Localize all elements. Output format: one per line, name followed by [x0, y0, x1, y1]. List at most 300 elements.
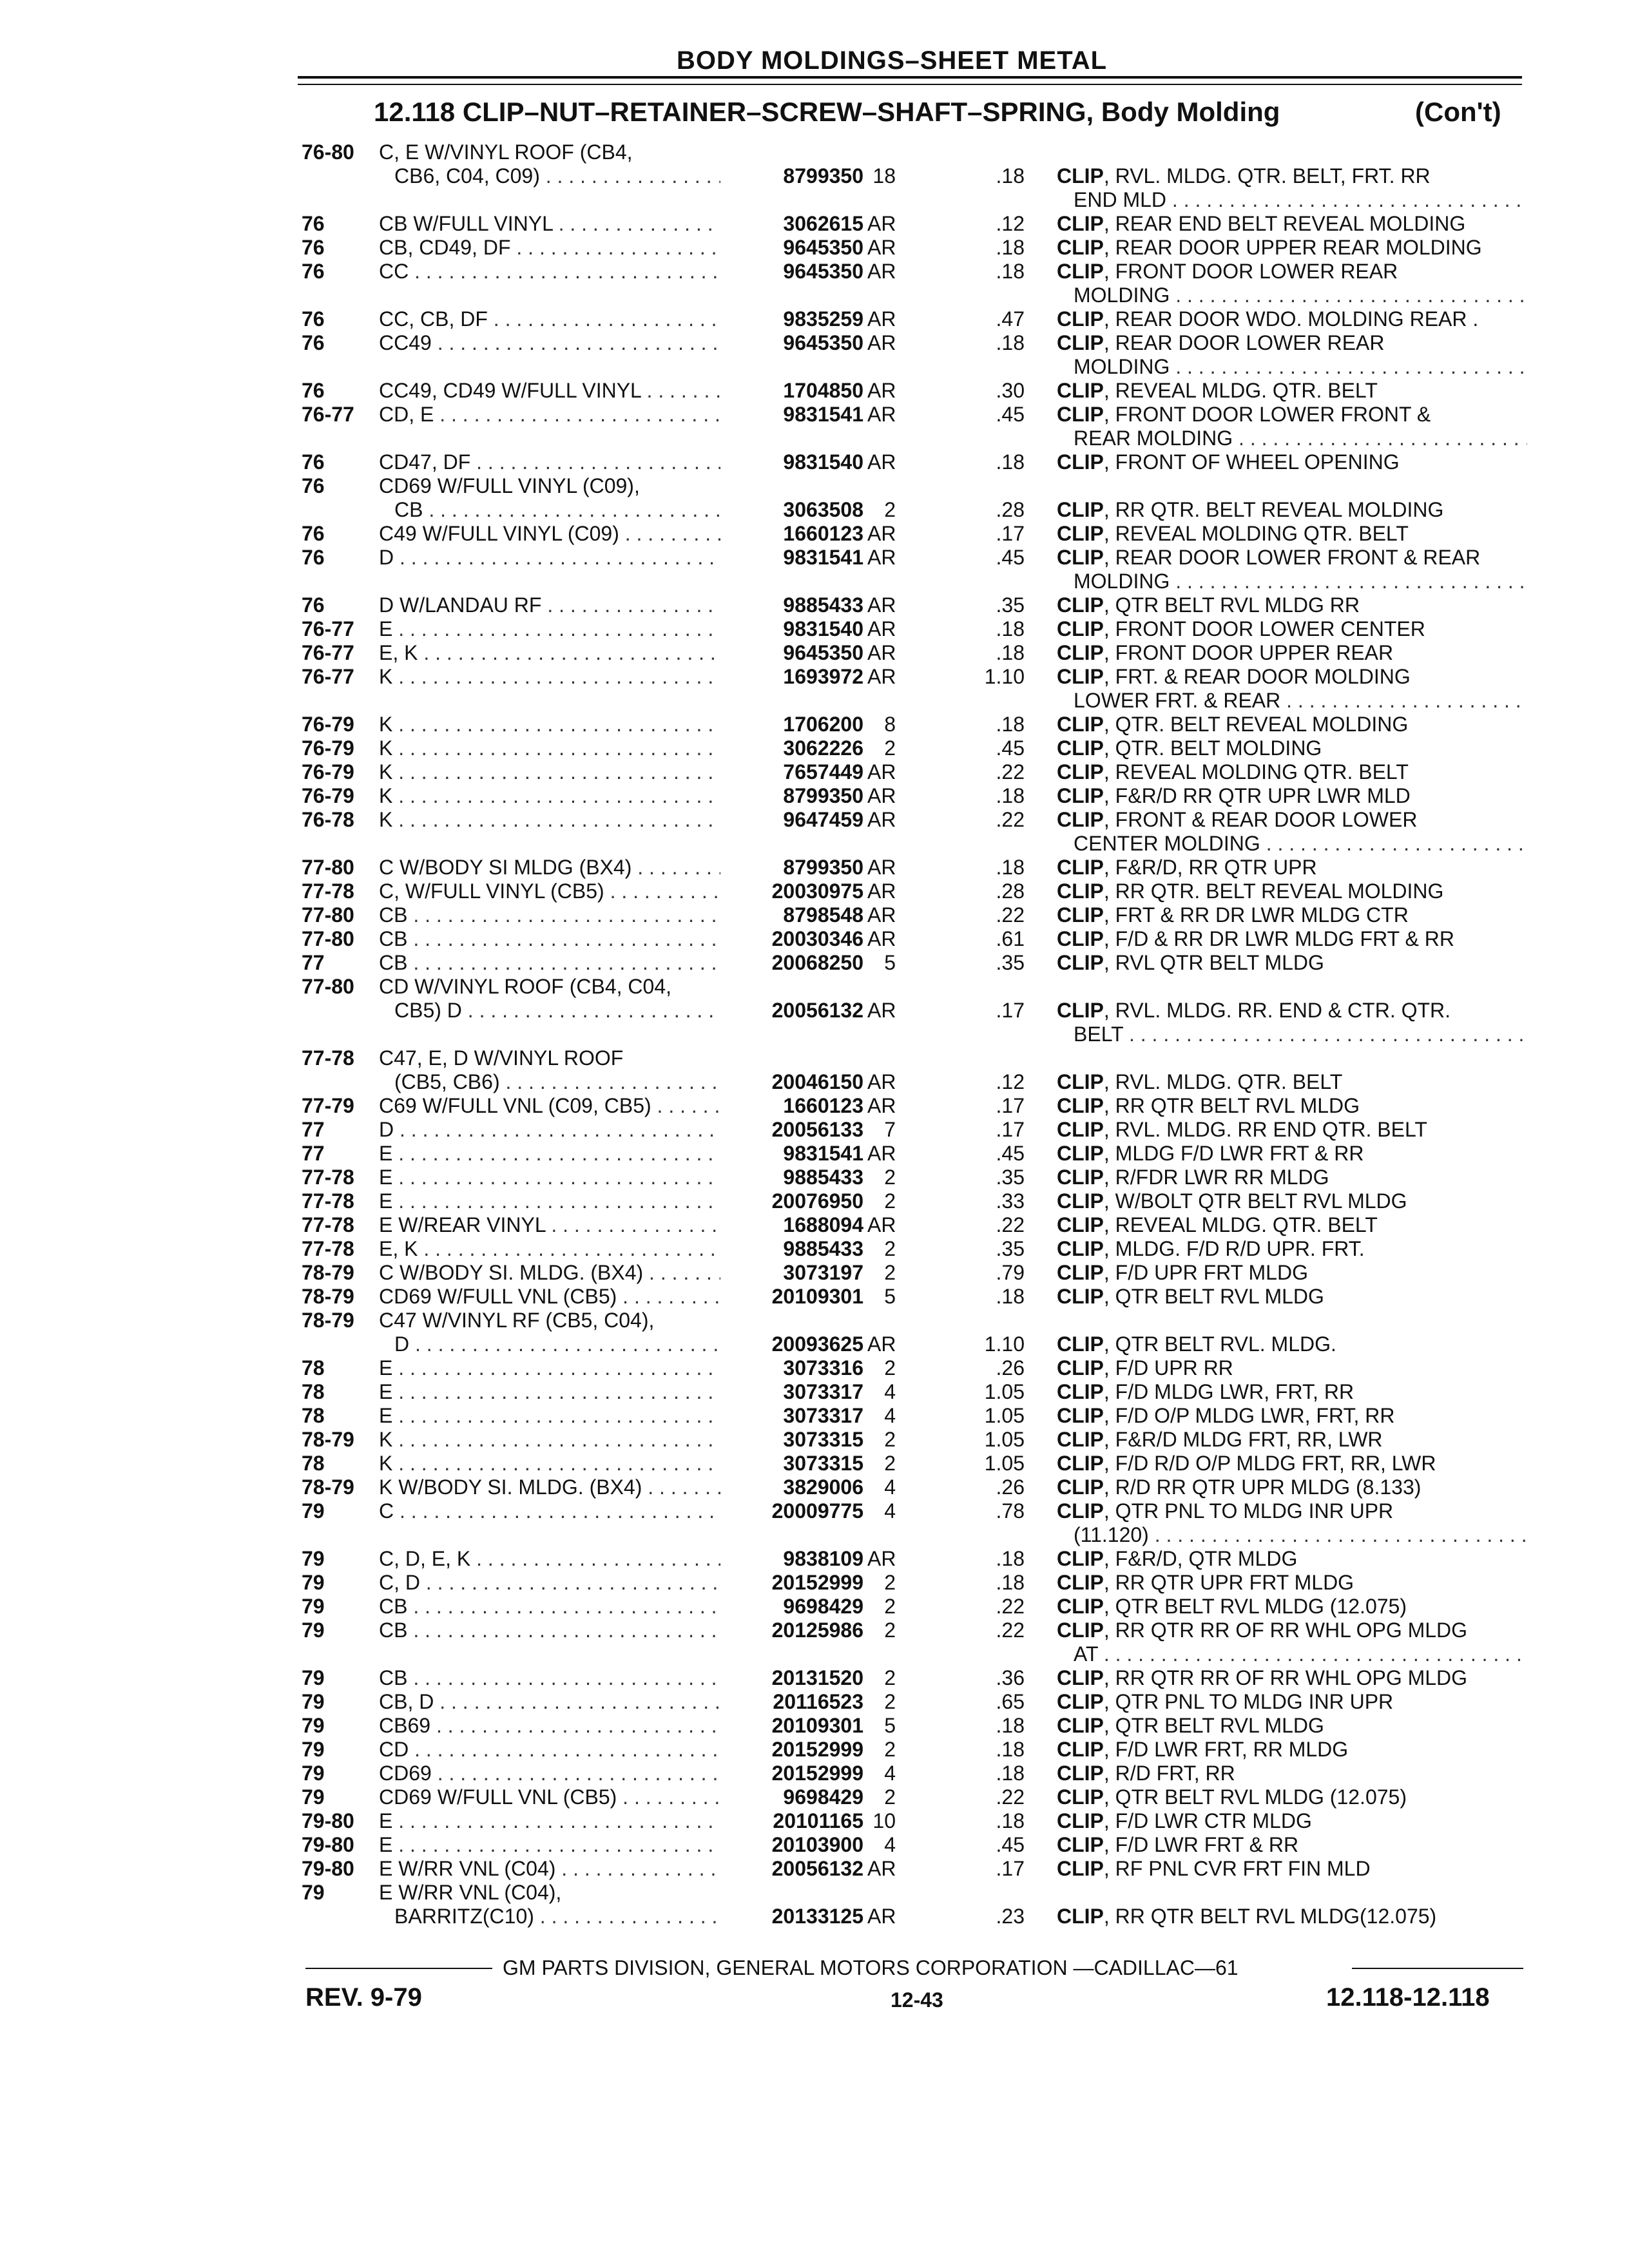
table-row — [0, 951, 1629, 975]
part-number-cell: 20152999 — [771, 1571, 863, 1594]
description-cell: CLIP, REVEAL MOLDING QTR. BELT — [1057, 760, 1409, 783]
table-row — [0, 1261, 1629, 1285]
description-cell: CLIP, RVL. MLDG. QTR. BELT, FRT. RR — [1057, 164, 1431, 187]
quantity-cell: 18 — [872, 164, 896, 187]
model-cell: CB . . . — [379, 1666, 720, 1690]
description-cell: CLIP, RR QTR BELT RVL MLDG(12.075) — [1057, 1905, 1437, 1928]
model-cell: C, W/FULL VINYL (CB5) . . . — [379, 879, 720, 903]
year-cell: 79 — [302, 1571, 325, 1594]
quantity-cell: 2 — [884, 736, 896, 760]
description-cell: CLIP, MLDG F/D LWR FRT & RR — [1057, 1142, 1364, 1165]
model-cell: CB5) D . . . — [394, 999, 720, 1023]
part-number-cell: 9647459 — [783, 808, 863, 831]
year-cell: 79 — [302, 1714, 325, 1737]
quantity-cell: AR — [867, 307, 896, 331]
price-cell: .18 — [996, 617, 1025, 640]
year-cell: 78-79 — [302, 1261, 354, 1284]
table-row — [0, 617, 1629, 641]
continued-label: (Con't) — [1415, 97, 1501, 127]
table-row — [0, 1380, 1629, 1404]
table-row — [0, 593, 1629, 617]
year-cell: 78-79 — [302, 1285, 354, 1308]
price-cell: .17 — [996, 1094, 1025, 1117]
price-cell: .28 — [996, 498, 1025, 521]
year-cell: 79 — [302, 1666, 325, 1689]
description-cell: CLIP, REVEAL MOLDING QTR. BELT — [1057, 522, 1409, 545]
year-cell: 77-80 — [302, 856, 354, 879]
table-row — [0, 713, 1629, 736]
price-cell: .79 — [996, 1261, 1025, 1284]
table-row — [0, 212, 1629, 236]
year-cell: 76 — [302, 593, 325, 617]
quantity-cell: AR — [867, 784, 896, 807]
part-number-cell: 7657449 — [783, 760, 863, 783]
quantity-cell: AR — [867, 450, 896, 474]
part-number-cell: 9838109 — [783, 1547, 863, 1570]
part-number-cell: 1693972 — [783, 665, 863, 688]
table-row — [0, 641, 1629, 665]
description-cell: CLIP, RR QTR. BELT REVEAL MOLDING — [1057, 879, 1444, 903]
price-cell: .23 — [996, 1905, 1025, 1928]
table-row — [0, 307, 1629, 331]
price-cell: .35 — [996, 1166, 1025, 1189]
description-cell: CLIP, FRONT OF WHEEL OPENING — [1057, 450, 1400, 474]
quantity-cell: AR — [867, 546, 896, 569]
footer-division: GM PARTS DIVISION, GENERAL MOTORS CORPORATION —CADILLAC—61 — [503, 1956, 1239, 1979]
price-cell: 1.05 — [984, 1428, 1025, 1451]
table-row — [0, 736, 1629, 760]
table-row — [0, 1571, 1629, 1595]
quantity-cell: AR — [867, 212, 896, 235]
model-cell: E . . . — [379, 1809, 720, 1833]
description-cell: REAR MOLDING . . . — [1074, 427, 1527, 450]
table-row — [0, 975, 1629, 999]
model-cell: CB . . . — [379, 1595, 720, 1619]
year-cell: 77-78 — [302, 1166, 354, 1189]
footer-revision: REV. 9-79 — [305, 1983, 422, 2012]
part-number-cell: 20109301 — [771, 1285, 863, 1308]
quantity-cell: AR — [867, 236, 896, 259]
quantity-cell: AR — [867, 1857, 896, 1880]
year-cell: 79 — [302, 1690, 325, 1713]
price-cell: .45 — [996, 1142, 1025, 1165]
price-cell: .28 — [996, 879, 1025, 903]
model-cell: CD, E . . . — [379, 403, 720, 427]
model-cell: K . . . — [379, 713, 720, 736]
price-cell: .18 — [996, 236, 1025, 259]
price-cell: .45 — [996, 736, 1025, 760]
year-cell: 77-80 — [302, 975, 354, 998]
table-row — [0, 1642, 1629, 1666]
description-cell: CLIP, RVL QTR BELT MLDG — [1057, 951, 1324, 974]
part-number-cell: 9835259 — [783, 307, 863, 331]
part-number-cell: 9698429 — [783, 1785, 863, 1809]
part-number-cell: 9885433 — [783, 593, 863, 617]
quantity-cell: AR — [867, 665, 896, 688]
part-number-cell: 20093625 — [771, 1332, 863, 1356]
price-cell: .18 — [996, 856, 1025, 879]
description-cell: CLIP, QTR. BELT REVEAL MOLDING — [1057, 713, 1409, 736]
part-number-cell: 3073197 — [783, 1261, 863, 1284]
part-number-cell: 20009775 — [771, 1499, 863, 1523]
description-cell: CLIP, FRONT DOOR UPPER REAR — [1057, 641, 1394, 664]
quantity-cell: AR — [867, 808, 896, 831]
model-cell: BARRITZ(C10) . . . — [394, 1905, 720, 1928]
part-number-cell: 20109301 — [771, 1714, 863, 1737]
part-number-cell: 3073317 — [783, 1404, 863, 1427]
description-cell: CLIP, FRONT & REAR DOOR LOWER — [1057, 808, 1418, 831]
part-number-cell: 9885433 — [783, 1166, 863, 1189]
year-cell: 77-78 — [302, 1189, 354, 1213]
year-cell: 76 — [302, 522, 325, 545]
table-row — [0, 1189, 1629, 1213]
quantity-cell: 5 — [884, 1285, 896, 1308]
price-cell: .18 — [996, 784, 1025, 807]
description-cell: BELT . . . — [1074, 1023, 1527, 1046]
table-row — [0, 1619, 1629, 1642]
quantity-cell: 2 — [884, 1666, 896, 1689]
table-row — [0, 379, 1629, 403]
description-cell: CLIP, R/D RR QTR UPR MLDG (8.133) — [1057, 1475, 1422, 1499]
quantity-cell: AR — [867, 1094, 896, 1117]
model-cell: K . . . — [379, 784, 720, 808]
description-cell: CLIP, W/BOLT QTR BELT RVL MLDG — [1057, 1189, 1407, 1213]
table-row — [0, 1166, 1629, 1189]
year-cell: 78-79 — [302, 1475, 354, 1499]
table-row — [0, 1404, 1629, 1428]
part-number-cell: 20076950 — [771, 1189, 863, 1213]
part-number-cell: 9831541 — [783, 1142, 863, 1165]
model-cell: E . . . — [379, 1380, 720, 1404]
year-cell: 78 — [302, 1380, 325, 1403]
table-row — [0, 1237, 1629, 1261]
part-number-cell: 8799350 — [783, 856, 863, 879]
model-cell: E, K . . . — [379, 641, 720, 665]
description-cell: CLIP, REAR DOOR LOWER FRONT & REAR — [1057, 546, 1481, 569]
model-cell: CD69 W/FULL VNL (CB5) . . . — [379, 1285, 720, 1309]
price-cell: .18 — [996, 1571, 1025, 1594]
year-cell: 79 — [302, 1785, 325, 1809]
part-number-cell: 20116523 — [773, 1690, 863, 1713]
year-cell: 79 — [302, 1499, 325, 1523]
part-number-cell: 9645350 — [783, 641, 863, 664]
year-cell: 76 — [302, 331, 325, 354]
table-row — [0, 1070, 1629, 1094]
part-number-cell: 9698429 — [783, 1595, 863, 1618]
price-cell: .36 — [996, 1666, 1025, 1689]
model-cell: K . . . — [379, 1452, 720, 1475]
table-row — [0, 999, 1629, 1023]
table-row — [0, 1428, 1629, 1452]
description-cell: CLIP, REVEAL MLDG. QTR. BELT — [1057, 379, 1378, 402]
model-cell: E . . . — [379, 617, 720, 641]
description-cell: END MLD . . . — [1074, 188, 1527, 212]
year-cell: 77-79 — [302, 1094, 354, 1117]
model-cell: C, D, E, K . . . — [379, 1547, 720, 1571]
quantity-cell: AR — [867, 617, 896, 640]
model-cell: D W/LANDAU RF . . . — [379, 593, 720, 617]
description-cell: CLIP, QTR. BELT MOLDING — [1057, 736, 1322, 760]
model-cell: CC, CB, DF . . . — [379, 307, 720, 331]
quantity-cell: AR — [867, 856, 896, 879]
description-cell: CLIP, FRONT DOOR LOWER FRONT & — [1057, 403, 1431, 426]
description-cell: CLIP, RVL. MLDG. RR. END & CTR. QTR. — [1057, 999, 1451, 1022]
year-cell: 79 — [302, 1595, 325, 1618]
model-cell: K . . . — [379, 808, 720, 832]
part-number-cell: 20056132 — [771, 999, 863, 1022]
table-row — [0, 1094, 1629, 1118]
price-cell: .12 — [996, 212, 1025, 235]
table-row — [0, 140, 1629, 164]
table-row — [0, 1285, 1629, 1309]
year-cell: 76 — [302, 260, 325, 283]
year-cell: 79-80 — [302, 1833, 354, 1856]
quantity-cell: 4 — [884, 1475, 896, 1499]
model-cell: CD . . . — [379, 1738, 720, 1762]
table-row — [0, 1690, 1629, 1714]
part-number-cell: 20125986 — [771, 1619, 863, 1642]
part-number-cell: 1688094 — [783, 1213, 863, 1236]
price-cell: .18 — [996, 260, 1025, 283]
quantity-cell: 4 — [884, 1762, 896, 1785]
price-cell: .18 — [996, 713, 1025, 736]
quantity-cell: 2 — [884, 1785, 896, 1809]
model-cell: CB . . . — [394, 498, 720, 522]
part-number-cell: 9831541 — [783, 403, 863, 426]
part-number-cell: 9645350 — [783, 260, 863, 283]
table-row — [0, 1118, 1629, 1142]
price-cell: .18 — [996, 331, 1025, 354]
price-cell: .35 — [996, 1237, 1025, 1260]
model-cell: E W/RR VNL (C04), — [379, 1881, 562, 1904]
part-number-cell: 3063508 — [783, 498, 863, 521]
quantity-cell: AR — [867, 1905, 896, 1928]
table-row — [0, 188, 1629, 212]
part-number-cell: 20101165 — [773, 1809, 863, 1832]
price-cell: .22 — [996, 1595, 1025, 1618]
table-row — [0, 331, 1629, 355]
part-number-cell: 20030975 — [771, 879, 863, 903]
table-row — [0, 689, 1629, 713]
description-cell: CLIP, F/D UPR FRT MLDG — [1057, 1261, 1308, 1284]
price-cell: .18 — [996, 1738, 1025, 1761]
description-cell: CLIP, REAR END BELT REVEAL MOLDING — [1057, 212, 1466, 235]
price-cell: 1.10 — [984, 1332, 1025, 1356]
part-number-cell: 9831541 — [783, 546, 863, 569]
model-cell: CB6, C04, C09) . . . — [394, 164, 720, 188]
year-cell: 77 — [302, 951, 325, 974]
quantity-cell: AR — [867, 927, 896, 950]
description-cell: CLIP, RR QTR BELT RVL MLDG — [1057, 1094, 1360, 1117]
model-cell: D . . . — [379, 546, 720, 570]
description-cell: CLIP, FRONT DOOR LOWER CENTER — [1057, 617, 1425, 640]
description-cell: CLIP, QTR BELT RVL. MLDG. — [1057, 1332, 1336, 1356]
model-cell: E . . . — [379, 1833, 720, 1857]
year-cell: 76-77 — [302, 617, 354, 640]
year-cell: 76-77 — [302, 403, 354, 426]
model-cell: E . . . — [379, 1166, 720, 1189]
quantity-cell: 2 — [884, 1261, 896, 1284]
year-cell: 76-79 — [302, 760, 354, 783]
price-cell: .45 — [996, 546, 1025, 569]
model-cell: C W/BODY SI. MLDG. (BX4) . . . — [379, 1261, 720, 1285]
quantity-cell: AR — [867, 331, 896, 354]
quantity-cell: AR — [867, 1213, 896, 1236]
catalog-title-text: 12.118 CLIP–NUT–RETAINER–SCREW–SHAFT–SPRING, Body Molding — [374, 97, 1280, 127]
quantity-cell: 4 — [884, 1833, 896, 1856]
description-cell: CLIP, RR QTR UPR FRT MLDG — [1057, 1571, 1354, 1594]
table-row — [0, 284, 1629, 307]
price-cell: .22 — [996, 1785, 1025, 1809]
description-cell: CLIP, R/D FRT, RR — [1057, 1762, 1235, 1785]
model-cell: CB W/FULL VINYL . . . — [379, 212, 720, 236]
price-cell: .61 — [996, 927, 1025, 950]
year-cell: 76-77 — [302, 641, 354, 664]
price-cell: .17 — [996, 1118, 1025, 1141]
description-cell: AT . . . — [1074, 1642, 1527, 1666]
year-cell: 76 — [302, 474, 325, 497]
model-cell: E W/RR VNL (C04) . . . — [379, 1857, 720, 1881]
table-row — [0, 1475, 1629, 1499]
year-cell: 77-78 — [302, 1213, 354, 1236]
price-cell: .35 — [996, 951, 1025, 974]
description-cell: CLIP, REAR DOOR LOWER REAR — [1057, 331, 1385, 354]
description-cell: CLIP, RR QTR. BELT REVEAL MOLDING — [1057, 498, 1444, 521]
model-cell: K . . . — [379, 665, 720, 689]
model-cell: CB . . . — [379, 927, 720, 951]
quantity-cell: AR — [867, 641, 896, 664]
quantity-cell: AR — [867, 1070, 896, 1093]
table-row — [0, 1499, 1629, 1523]
table-row — [0, 784, 1629, 808]
description-cell: CLIP, R/FDR LWR RR MLDG — [1057, 1166, 1329, 1189]
table-row — [0, 1762, 1629, 1785]
quantity-cell: 8 — [884, 713, 896, 736]
year-cell: 78-79 — [302, 1309, 354, 1332]
table-row — [0, 1905, 1629, 1928]
part-number-cell: 3073315 — [783, 1428, 863, 1451]
quantity-cell: 2 — [884, 1452, 896, 1475]
part-number-cell: 20056133 — [771, 1118, 863, 1141]
part-number-cell: 3073317 — [783, 1380, 863, 1403]
table-row — [0, 1046, 1629, 1070]
part-number-cell: 20056132 — [771, 1857, 863, 1880]
table-row — [0, 1833, 1629, 1857]
description-cell: MOLDING . . . — [1074, 355, 1527, 379]
model-cell: CD69 W/FULL VINYL (C09), — [379, 474, 640, 497]
part-number-cell: 8799350 — [783, 784, 863, 807]
table-row — [0, 665, 1629, 689]
model-cell: C47, E, D W/VINYL ROOF — [379, 1046, 624, 1070]
description-cell: MOLDING . . . — [1074, 570, 1527, 593]
price-cell: .12 — [996, 1070, 1025, 1093]
description-cell: CLIP, MLDG. F/D R/D UPR. FRT. — [1057, 1237, 1365, 1260]
model-cell: C, E W/VINYL ROOF (CB4, — [379, 140, 633, 164]
quantity-cell: 2 — [884, 1166, 896, 1189]
quantity-cell: 2 — [884, 1428, 896, 1451]
description-cell: CLIP, F/D R/D O/P MLDG FRT, RR, LWR — [1057, 1452, 1436, 1475]
table-row — [0, 1785, 1629, 1809]
quantity-cell: 4 — [884, 1380, 896, 1403]
model-cell: CB, D . . . — [379, 1690, 720, 1714]
part-number-cell: 3062615 — [783, 212, 863, 235]
year-cell: 77-78 — [302, 1046, 354, 1070]
year-cell: 76 — [302, 236, 325, 259]
year-cell: 76-77 — [302, 665, 354, 688]
table-row — [0, 1714, 1629, 1738]
description-cell: CLIP, RVL. MLDG. QTR. BELT — [1057, 1070, 1343, 1093]
quantity-cell: 2 — [884, 1237, 896, 1260]
price-cell: 1.05 — [984, 1404, 1025, 1427]
table-row — [0, 474, 1629, 498]
part-number-cell: 3073315 — [783, 1452, 863, 1475]
part-number-cell: 3062226 — [783, 736, 863, 760]
price-cell: .18 — [996, 164, 1025, 187]
price-cell: .26 — [996, 1356, 1025, 1379]
description-cell: CLIP, RR QTR RR OF RR WHL OPG MLDG — [1057, 1619, 1468, 1642]
table-row — [0, 1547, 1629, 1571]
quantity-cell: 2 — [884, 1595, 896, 1618]
model-cell: E W/REAR VINYL . . . — [379, 1213, 720, 1237]
model-cell: E . . . — [379, 1356, 720, 1380]
model-cell: C49 W/FULL VINYL (C09) . . . — [379, 522, 720, 546]
part-number-cell: 20133125 — [771, 1905, 863, 1928]
price-cell: .26 — [996, 1475, 1025, 1499]
model-cell: K . . . — [379, 736, 720, 760]
description-cell: LOWER FRT. & REAR . . . — [1074, 689, 1527, 713]
table-row — [0, 427, 1629, 450]
table-row — [0, 1857, 1629, 1881]
description-cell: CLIP, F/D LWR FRT, RR MLDG — [1057, 1738, 1349, 1761]
price-cell: .18 — [996, 1809, 1025, 1832]
table-row — [0, 570, 1629, 593]
quantity-cell: AR — [867, 379, 896, 402]
description-cell: CLIP, F/D MLDG LWR, FRT, RR — [1057, 1380, 1354, 1403]
description-cell: CLIP, QTR BELT RVL MLDG (12.075) — [1057, 1595, 1407, 1618]
quantity-cell: AR — [867, 879, 896, 903]
table-row — [0, 760, 1629, 784]
part-number-cell: 3073316 — [783, 1356, 863, 1379]
description-cell: CLIP, F&R/D RR QTR UPR LWR MLD — [1057, 784, 1411, 807]
model-cell: CC49 . . . — [379, 331, 720, 355]
price-cell: .35 — [996, 593, 1025, 617]
description-cell: CLIP, REVEAL MLDG. QTR. BELT — [1057, 1213, 1378, 1236]
year-cell: 77 — [302, 1142, 325, 1165]
model-cell: C . . . — [379, 1499, 720, 1523]
part-number-cell: 1660123 — [783, 522, 863, 545]
table-row — [0, 260, 1629, 284]
model-cell: CB . . . — [379, 903, 720, 927]
quantity-cell: 2 — [884, 1571, 896, 1594]
price-cell: .45 — [996, 403, 1025, 426]
model-cell: C69 W/FULL VNL (C09, CB5) . . . — [379, 1094, 720, 1118]
part-number-cell: 20046150 — [771, 1070, 863, 1093]
year-cell: 76 — [302, 450, 325, 474]
model-cell: E . . . — [379, 1189, 720, 1213]
price-cell: .30 — [996, 379, 1025, 402]
table-row — [0, 808, 1629, 832]
part-number-cell: 9645350 — [783, 331, 863, 354]
quantity-cell: AR — [867, 999, 896, 1022]
part-number-cell: 20152999 — [771, 1738, 863, 1761]
table-row — [0, 522, 1629, 546]
part-number-cell: 9885433 — [783, 1237, 863, 1260]
price-cell: .33 — [996, 1189, 1025, 1213]
description-cell: CLIP, FRT & RR DR LWR MLDG CTR — [1057, 903, 1409, 927]
section-title: BODY MOLDINGS–SHEET METAL — [677, 46, 1108, 75]
description-cell: CLIP, QTR BELT RVL MLDG (12.075) — [1057, 1785, 1407, 1809]
description-cell: MOLDING . . . — [1074, 284, 1527, 307]
